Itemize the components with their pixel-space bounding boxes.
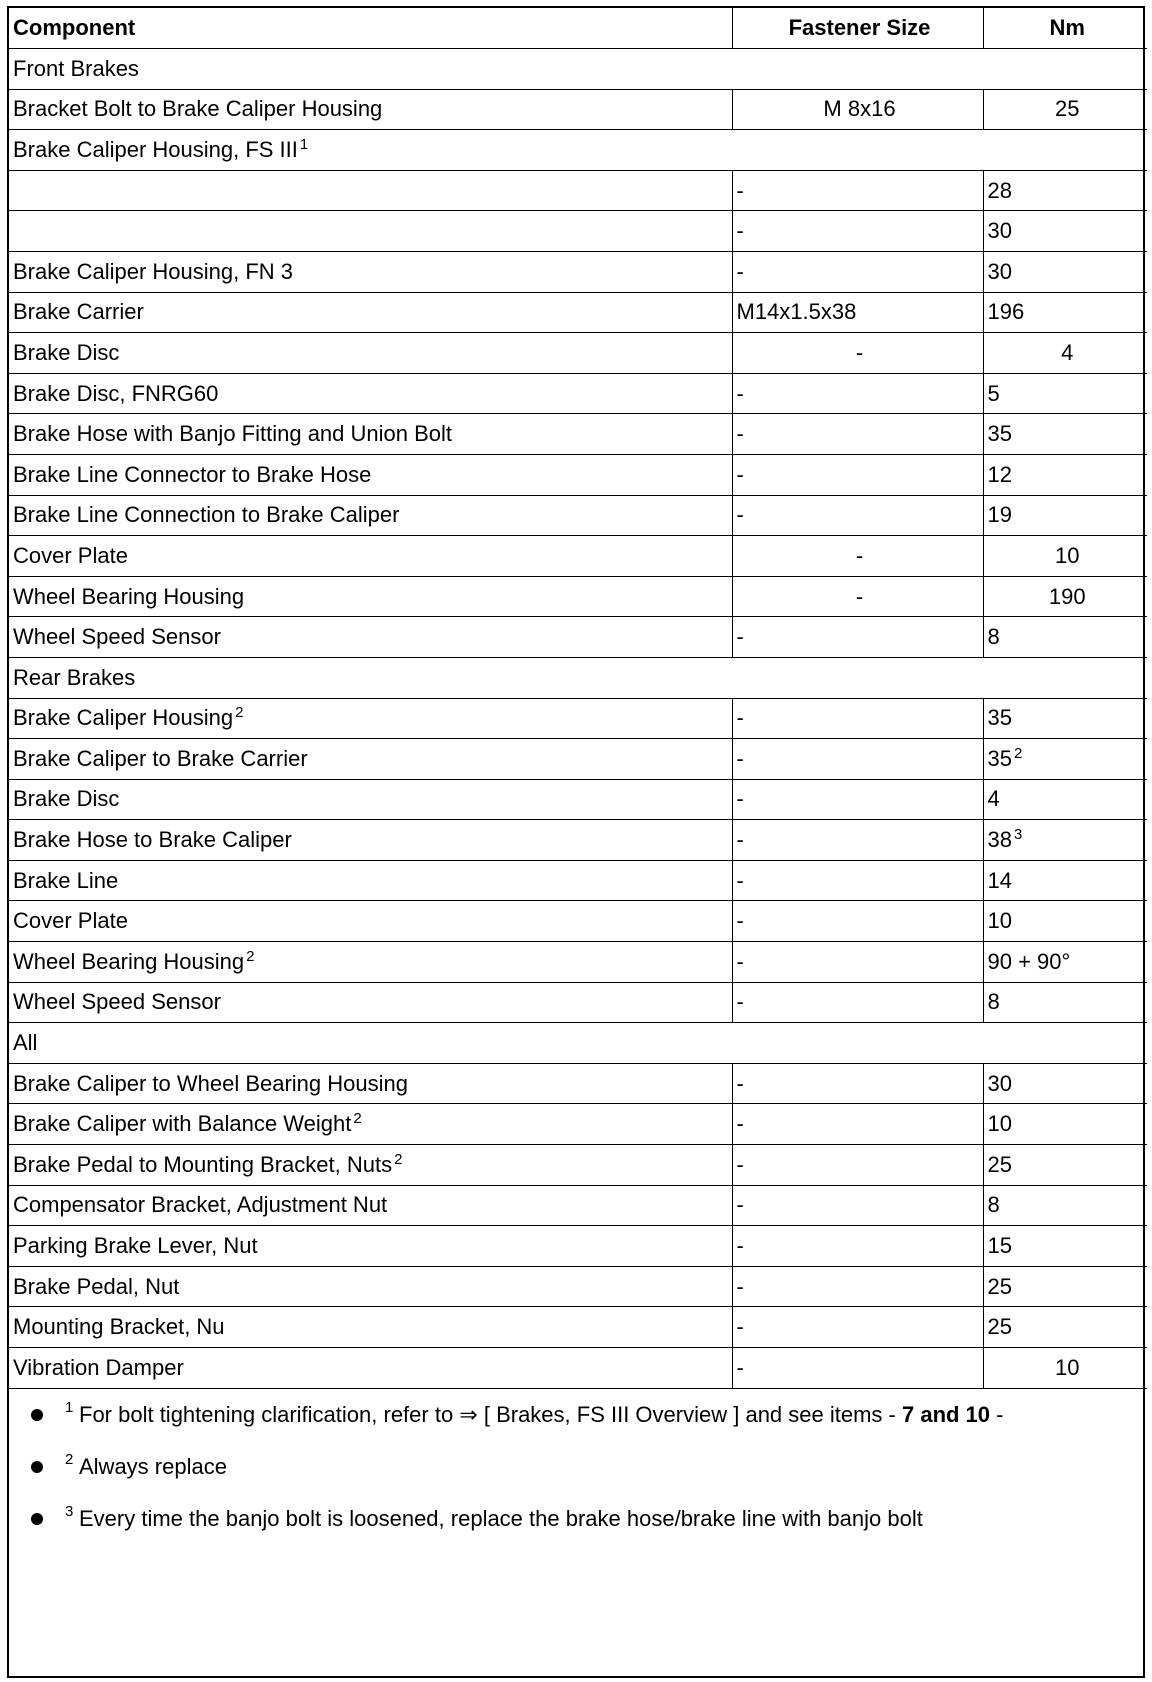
table-body	[9, 49, 1147, 1389]
component-cell	[9, 536, 732, 577]
nm-value: 35	[987, 421, 1012, 447]
component-cell	[9, 1226, 732, 1267]
nm-value: 10	[987, 908, 1012, 934]
table-row	[9, 536, 1147, 577]
component-name: Brake Disc, FNRG60	[13, 380, 219, 406]
component-cell	[9, 576, 732, 617]
component-cell	[9, 1063, 732, 1104]
table-row	[9, 942, 1147, 983]
nm-cell	[983, 89, 1147, 130]
fastener-size-cell	[732, 820, 983, 861]
nm-value: 30	[987, 1070, 1012, 1096]
nm-cell	[983, 414, 1147, 455]
component-cell	[9, 982, 732, 1023]
fastener-size-value: -	[736, 380, 744, 406]
component-cell	[9, 292, 732, 333]
table-row	[9, 1185, 1147, 1226]
fastener-size-cell	[732, 779, 983, 820]
fastener-size-value: -	[736, 1233, 744, 1259]
table-header-row	[9, 8, 1147, 49]
section-label: All	[13, 1030, 38, 1056]
nm-cell	[983, 1226, 1147, 1267]
nm-cell	[983, 251, 1147, 292]
component-name: Cover Plate	[13, 542, 128, 568]
component-cell	[9, 211, 732, 252]
component-cell	[9, 333, 732, 374]
footnotes	[9, 1389, 1143, 1551]
fastener-size-value: -	[736, 989, 744, 1015]
nm-cell	[983, 211, 1147, 252]
table-row	[9, 373, 1147, 414]
component-name: Parking Brake Lever, Nut	[13, 1233, 258, 1259]
nm-value: 19	[987, 502, 1012, 528]
fastener-size-value: -	[736, 1192, 744, 1218]
fastener-size-cell	[732, 373, 983, 414]
component-cell	[9, 901, 732, 942]
component-cell	[9, 860, 732, 901]
nm-cell	[983, 617, 1147, 658]
bullet-icon	[31, 1461, 43, 1473]
nm-value: 25	[987, 1151, 1012, 1177]
nm-value: 196	[987, 299, 1025, 325]
nm-value: 8	[987, 624, 1000, 650]
component-name: Wheel Bearing Housing	[13, 583, 245, 609]
nm-value: 38	[987, 827, 1012, 853]
bullet-icon	[31, 1409, 43, 1421]
footnote-text: For bolt tightening clarification, refer to ⇒ [ Brakes, FS III Overview ] and see items -	[79, 1401, 902, 1427]
fastener-size-cell	[732, 860, 983, 901]
footnote-number: 3	[65, 1502, 74, 1520]
footnote-item	[9, 1395, 1143, 1447]
fastener-size-cell	[732, 454, 983, 495]
component-name: Brake Hose to Brake Caliper	[13, 827, 292, 853]
fastener-size-cell	[732, 292, 983, 333]
nm-value: 4	[1061, 339, 1074, 365]
nm-cell	[983, 779, 1147, 820]
nm-value: 30	[987, 218, 1012, 244]
fastener-size-value: -	[736, 1151, 744, 1177]
nm-cell	[983, 1307, 1147, 1348]
fastener-size-value: -	[855, 542, 864, 568]
component-name: Wheel Speed Sensor	[13, 624, 221, 650]
nm-value: 25	[987, 1273, 1012, 1299]
component-cell	[9, 251, 732, 292]
table-row	[9, 495, 1147, 536]
fastener-size-value: -	[736, 1273, 744, 1299]
fastener-size-value: -	[736, 177, 744, 203]
fastener-size-cell	[732, 536, 983, 577]
nm-cell	[983, 1348, 1147, 1389]
nm-cell	[983, 373, 1147, 414]
fastener-size-value: -	[736, 1070, 744, 1096]
footnote-ref: 2	[246, 947, 255, 965]
component-cell	[9, 942, 732, 983]
fastener-size-cell	[732, 617, 983, 658]
nm-cell	[983, 576, 1147, 617]
fastener-size-value: M 8x16	[823, 96, 896, 122]
table-row	[9, 454, 1147, 495]
fastener-size-value: -	[736, 461, 744, 487]
component-name: Brake Line	[13, 867, 119, 893]
header-fastener-size: Fastener Size	[732, 8, 983, 49]
component-cell	[9, 1145, 732, 1186]
fastener-size-cell	[732, 576, 983, 617]
component-name: Brake Hose with Banjo Fitting and Union Bolt	[13, 421, 453, 447]
fastener-size-cell	[732, 698, 983, 739]
component-name: Brake Disc	[13, 786, 120, 812]
fastener-size-value: -	[736, 218, 744, 244]
nm-value: 30	[987, 258, 1012, 284]
component-name: Bracket Bolt to Brake Caliper Housing	[13, 96, 383, 122]
nm-cell	[983, 292, 1147, 333]
table-row	[9, 1145, 1147, 1186]
component-name: Mounting Bracket, Nu	[13, 1314, 225, 1340]
section-heading	[9, 49, 1147, 90]
nm-cell	[983, 820, 1147, 861]
section-heading	[9, 1023, 1147, 1064]
component-cell	[9, 414, 732, 455]
table-row	[9, 1307, 1147, 1348]
header-nm: Nm	[983, 8, 1147, 49]
table-row	[9, 292, 1147, 333]
table-row	[9, 1266, 1147, 1307]
fastener-size-cell	[732, 211, 983, 252]
component-cell	[9, 89, 732, 130]
footnote-item	[9, 1499, 1143, 1551]
nm-value: 190	[1048, 583, 1086, 609]
fastener-size-value: -	[736, 908, 744, 934]
nm-cell	[983, 454, 1147, 495]
component-cell	[9, 779, 732, 820]
section-label: Front Brakes	[13, 55, 139, 81]
fastener-size-cell	[732, 1063, 983, 1104]
table-row	[9, 414, 1147, 455]
component-cell	[9, 1348, 732, 1389]
nm-cell	[983, 536, 1147, 577]
footnote-number: 2	[65, 1450, 74, 1468]
nm-value: 14	[987, 867, 1012, 893]
nm-value: 25	[987, 1314, 1012, 1340]
section-row	[9, 130, 1147, 171]
fastener-size-value: -	[736, 1354, 744, 1380]
component-name: Brake Caliper to Brake Carrier	[13, 745, 308, 771]
table-row	[9, 617, 1147, 658]
footnote-tail: -	[990, 1401, 1004, 1427]
table-row	[9, 820, 1147, 861]
section-label: Brake Caliper Housing, FS III	[13, 136, 298, 162]
component-cell	[9, 1307, 732, 1348]
component-name: Wheel Speed Sensor	[13, 989, 221, 1015]
fastener-size-value: -	[736, 1314, 744, 1340]
fastener-size-cell	[732, 1307, 983, 1348]
component-name: Brake Caliper with Balance Weight	[13, 1111, 352, 1137]
fastener-size-value: -	[736, 258, 744, 284]
section-label: Rear Brakes	[13, 664, 136, 690]
nm-cell	[983, 860, 1147, 901]
table-row	[9, 1226, 1147, 1267]
footnote-ref: 2	[353, 1110, 362, 1128]
nm-cell	[983, 1145, 1147, 1186]
table-row	[9, 901, 1147, 942]
nm-cell	[983, 170, 1147, 211]
table-row	[9, 211, 1147, 252]
component-cell	[9, 1185, 732, 1226]
fastener-size-cell	[732, 982, 983, 1023]
nm-cell	[983, 1185, 1147, 1226]
footnote-ref: 2	[235, 704, 244, 722]
component-name: Vibration Damper	[13, 1354, 184, 1380]
component-name: Cover Plate	[13, 908, 128, 934]
fastener-size-value: -	[736, 867, 744, 893]
section-heading	[9, 657, 1147, 698]
component-cell	[9, 495, 732, 536]
nm-value: 90 + 90°	[987, 948, 1071, 974]
fastener-size-value: -	[736, 948, 744, 974]
footnote-number: 1	[65, 1398, 74, 1416]
footnote-ref: 2	[394, 1150, 403, 1168]
fastener-size-value: -	[855, 339, 864, 365]
component-name: Brake Disc	[13, 339, 120, 365]
nm-value: 8	[987, 1192, 1000, 1218]
footnote-ref: 1	[299, 135, 309, 153]
fastener-size-value: -	[736, 705, 744, 731]
table-row	[9, 89, 1147, 130]
table-row	[9, 251, 1147, 292]
nm-value: 35	[987, 745, 1012, 771]
table-row	[9, 170, 1147, 211]
fastener-size-cell	[732, 89, 983, 130]
nm-value: 5	[987, 380, 1000, 406]
fastener-size-value: -	[736, 786, 744, 812]
fastener-size-value: M14x1.5x38	[736, 299, 857, 325]
fastener-size-cell	[732, 1226, 983, 1267]
nm-value: 25	[1055, 96, 1080, 122]
component-name: Brake Caliper to Wheel Bearing Housing	[13, 1070, 408, 1096]
table-row	[9, 1348, 1147, 1389]
component-cell	[9, 617, 732, 658]
nm-value: 10	[987, 1111, 1012, 1137]
component-cell	[9, 373, 732, 414]
component-name: Brake Carrier	[13, 299, 144, 325]
fastener-size-cell	[732, 1185, 983, 1226]
fastener-size-cell	[732, 414, 983, 455]
nm-cell	[983, 333, 1147, 374]
nm-cell	[983, 1063, 1147, 1104]
fastener-size-cell	[732, 942, 983, 983]
component-cell	[9, 1266, 732, 1307]
component-cell	[9, 820, 732, 861]
fastener-size-cell	[732, 739, 983, 780]
footnote-text: Every time the banjo bolt is loosened, replace the brake hose/brake line with banjo bolt	[79, 1505, 923, 1531]
section-row	[9, 49, 1147, 90]
table-row	[9, 779, 1147, 820]
nm-cell	[983, 942, 1147, 983]
nm-cell	[983, 982, 1147, 1023]
nm-cell	[983, 1104, 1147, 1145]
fastener-size-value: -	[736, 1111, 744, 1137]
fastener-size-cell	[732, 170, 983, 211]
component-name: Brake Line Connector to Brake Hose	[13, 461, 372, 487]
fastener-size-cell	[732, 1266, 983, 1307]
component-name: Wheel Bearing Housing	[13, 948, 245, 974]
nm-cell	[983, 739, 1147, 780]
footnote-ref: 2	[1013, 744, 1023, 762]
nm-value: 28	[987, 177, 1012, 203]
table-row	[9, 860, 1147, 901]
nm-cell	[983, 495, 1147, 536]
nm-value: 35	[987, 705, 1012, 731]
component-cell	[9, 739, 732, 780]
torque-spec-sheet	[7, 6, 1145, 1678]
fastener-size-value: -	[736, 624, 744, 650]
component-cell	[9, 698, 732, 739]
nm-value: 15	[987, 1233, 1012, 1259]
fastener-size-cell	[732, 1145, 983, 1186]
fastener-size-value: -	[736, 827, 744, 853]
footnote-emphasis: 7 and 10	[901, 1401, 991, 1427]
fastener-size-cell	[732, 901, 983, 942]
bullet-icon	[31, 1513, 43, 1525]
nm-value: 12	[987, 461, 1012, 487]
component-name: Brake Pedal to Mounting Bracket, Nuts	[13, 1151, 393, 1177]
fastener-size-cell	[732, 333, 983, 374]
fastener-size-value: -	[736, 502, 744, 528]
nm-value: 10	[1055, 542, 1080, 568]
table-row	[9, 698, 1147, 739]
table-row	[9, 739, 1147, 780]
table-row	[9, 982, 1147, 1023]
component-name: Brake Caliper Housing	[13, 705, 234, 731]
section-row	[9, 657, 1147, 698]
table-row	[9, 576, 1147, 617]
fastener-size-cell	[732, 495, 983, 536]
nm-cell	[983, 901, 1147, 942]
header-component: Component	[9, 8, 732, 49]
fastener-size-cell	[732, 1348, 983, 1389]
nm-value: 10	[1055, 1354, 1080, 1380]
fastener-size-cell	[732, 251, 983, 292]
section-heading	[9, 130, 1147, 171]
fastener-size-cell	[732, 1104, 983, 1145]
footnote-item	[9, 1447, 1143, 1499]
component-name: Compensator Bracket, Adjustment Nut	[13, 1192, 388, 1218]
footnote-text: Always replace	[79, 1453, 227, 1479]
fastener-size-value: -	[736, 745, 744, 771]
nm-cell	[983, 1266, 1147, 1307]
component-cell	[9, 170, 732, 211]
component-cell	[9, 1104, 732, 1145]
torque-spec-table	[9, 8, 1147, 1389]
table-row	[9, 333, 1147, 374]
nm-value: 8	[987, 989, 1000, 1015]
table-row	[9, 1063, 1147, 1104]
component-name: Brake Line Connection to Brake Caliper	[13, 502, 400, 528]
nm-value: 4	[987, 786, 1000, 812]
section-row	[9, 1023, 1147, 1064]
table-row	[9, 1104, 1147, 1145]
component-name: Brake Caliper Housing, FN 3	[13, 258, 294, 284]
fastener-size-value: -	[736, 421, 744, 447]
nm-cell	[983, 698, 1147, 739]
footnote-ref: 3	[1013, 826, 1023, 844]
component-name: Brake Pedal, Nut	[13, 1273, 180, 1299]
fastener-size-value: -	[855, 583, 864, 609]
component-cell	[9, 454, 732, 495]
